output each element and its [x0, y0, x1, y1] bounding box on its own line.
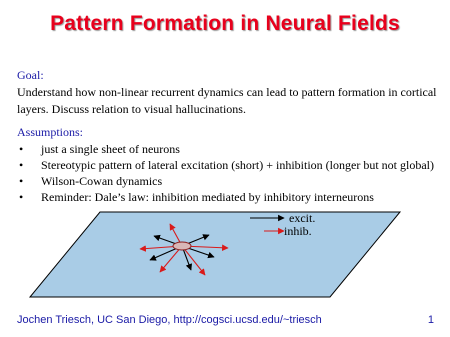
bullet-icon: •	[19, 158, 24, 172]
neural-sheet-diagram	[0, 205, 450, 305]
bullet-icon: •	[19, 190, 24, 204]
neural-sheet-plane	[30, 212, 400, 297]
assumption-text: Stereotypic pattern of lateral excitation (short) + inhibition (longer but not global)	[41, 158, 434, 172]
neuron-cluster	[173, 242, 191, 250]
assumption-text: Wilson-Cowan dynamics	[41, 174, 163, 188]
legend-excit-label: excit.	[289, 211, 316, 225]
assumption-item	[17, 141, 442, 157]
legend-inhib-label: inhib.	[284, 224, 312, 238]
assumption-text: just a single sheet of neurons	[41, 142, 180, 156]
assumption-text: Reminder: Dale’s law: inhibition mediated by inhibitory interneurons	[41, 190, 374, 204]
goal-label: Goal:	[17, 68, 44, 82]
assumption-item	[17, 173, 442, 189]
assumption-item	[17, 157, 442, 173]
assumption-list	[17, 141, 442, 205]
assumptions-label: Assumptions:	[17, 125, 84, 139]
goal-text: Understand how non-linear recurrent dynamics can lead to pattern formation in cortical layers. Discuss relation to visual hallucinations.	[17, 85, 437, 116]
bullet-icon: •	[19, 174, 24, 188]
page-number: 1	[427, 314, 434, 326]
assumption-item	[17, 189, 442, 205]
slide-title: Pattern Formation in Neural Fields	[50, 12, 400, 35]
footer-credit: Jochen Triesch, UC San Diego, http://cogsci.ucsd.edu/~triesch	[17, 314, 322, 326]
bullet-icon: •	[19, 142, 24, 156]
